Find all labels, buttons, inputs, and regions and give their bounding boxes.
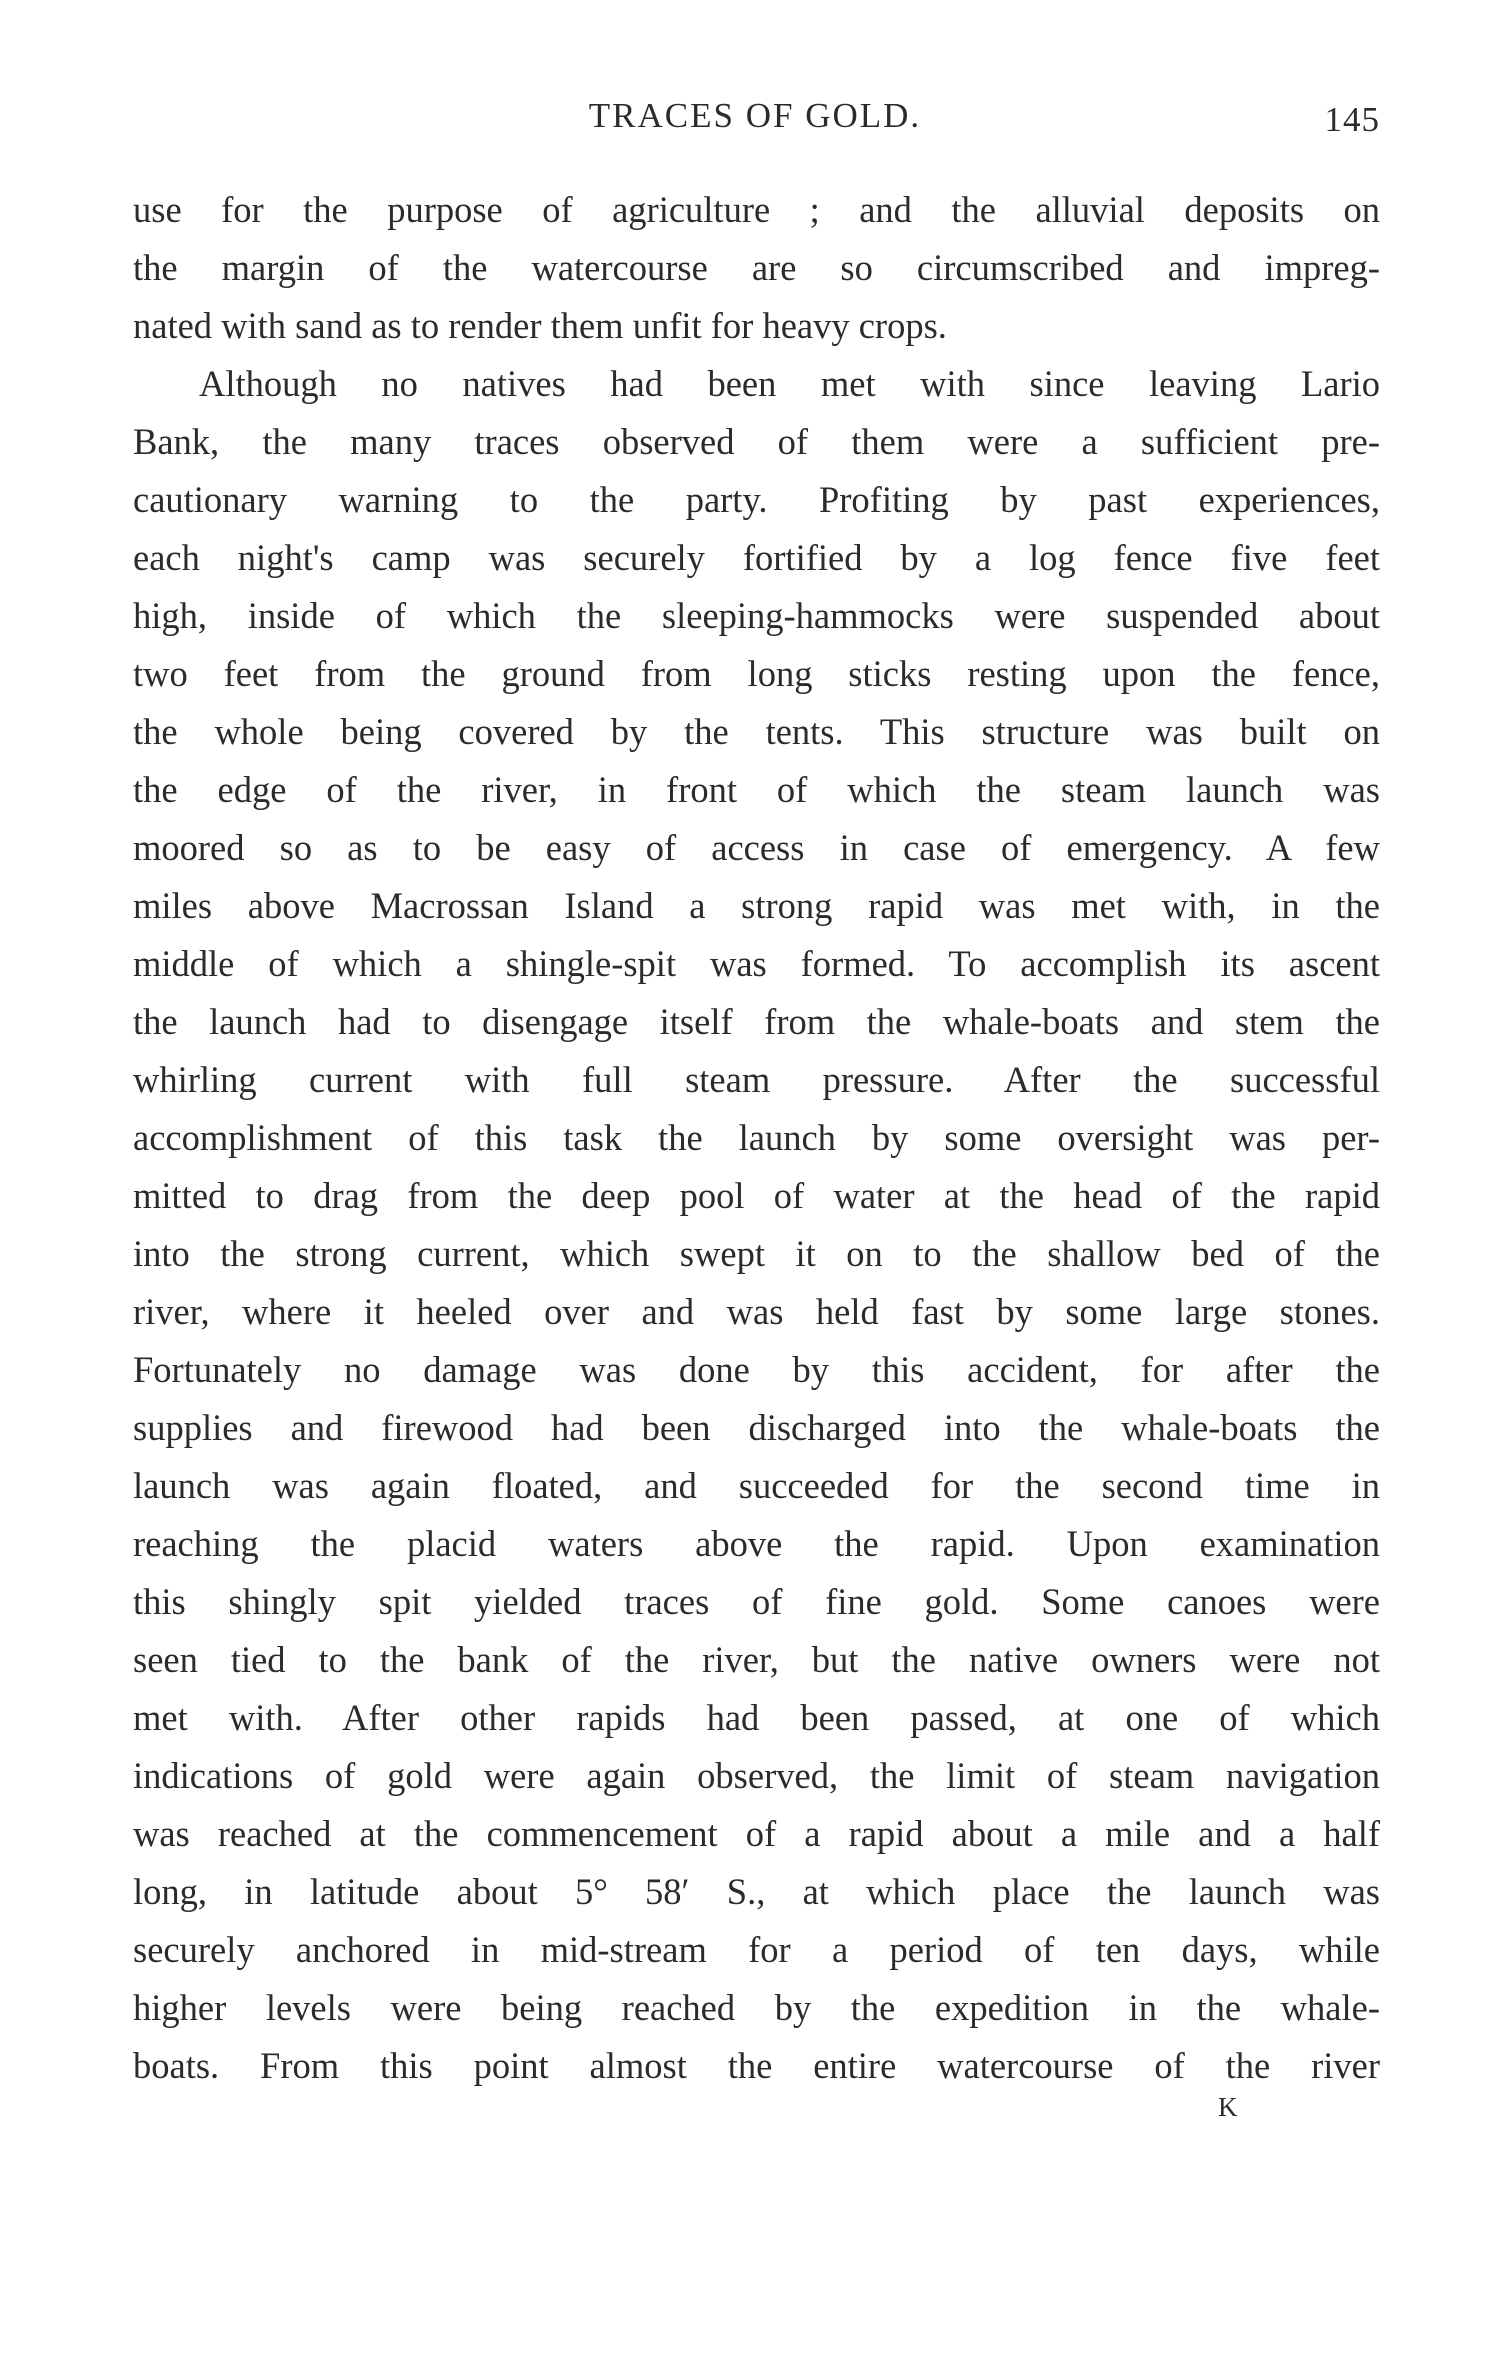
- text-line: indications of gold were again observed, the limit of steam navigation: [133, 1755, 1380, 1796]
- text-line: supplies and firewood had been discharged into the whale-boats the: [133, 1407, 1380, 1448]
- page-header: [130, 96, 1380, 146]
- text-line: nated with sand as to render them unfit for heavy crops.: [133, 305, 947, 346]
- text-line: high, inside of which the sleeping-hammocks were suspended about: [133, 595, 1380, 636]
- text-line: Bank, the many traces observed of them were a sufficient pre-: [133, 421, 1380, 462]
- text-line: boats. From this point almost the entire watercourse of the river: [133, 2045, 1380, 2086]
- text-line: into the strong current, which swept it on to the shallow bed of the: [133, 1233, 1380, 1274]
- text-line: was reached at the commencement of a rapid about a mile and a half: [133, 1813, 1380, 1854]
- text-line: whirling current with full steam pressure. After the successful: [133, 1059, 1380, 1100]
- text-line: seen tied to the bank of the river, but the native owners were not: [133, 1639, 1380, 1680]
- running-title: TRACES OF GOLD.: [588, 96, 922, 135]
- text-line: mitted to drag from the deep pool of water at the head of the rapid: [133, 1175, 1380, 1216]
- text-line: river, where it heeled over and was held fast by some large stones.: [133, 1291, 1380, 1332]
- text-line: reaching the placid waters above the rapid. Upon examination: [133, 1523, 1380, 1564]
- text-line: long, in latitude about 5° 58′ S., at which place the launch was: [133, 1871, 1380, 1912]
- page-number: 145: [1324, 100, 1380, 139]
- text-line: the launch had to disengage itself from the whale-boats and stem the: [133, 1001, 1380, 1042]
- text-line: the edge of the river, in front of which the steam launch was: [133, 769, 1380, 810]
- text-line: miles above Macrossan Island a strong rapid was met with, in the: [133, 885, 1380, 926]
- text-line: two feet from the ground from long sticks resting upon the fence,: [133, 653, 1380, 694]
- text-line: Although no natives had been met with since leaving Lario: [199, 363, 1380, 404]
- text-line: the whole being covered by the tents. This structure was built on: [133, 711, 1380, 752]
- text-line: this shingly spit yielded traces of fine gold. Some canoes were: [133, 1581, 1380, 1622]
- text-line: accomplishment of this task the launch by some oversight was per-: [133, 1117, 1380, 1158]
- text-line: cautionary warning to the party. Profiting by past experiences,: [133, 479, 1380, 520]
- text-line: middle of which a shingle-spit was formed. To accomplish its ascent: [133, 943, 1380, 984]
- text-line: moored so as to be easy of access in case of emergency. A few: [133, 827, 1380, 868]
- text-line: the margin of the watercourse are so circumscribed and impreg-: [133, 247, 1380, 288]
- text-line: use for the purpose of agriculture ; and the alluvial deposits on: [133, 189, 1380, 230]
- text-line: each night's camp was securely fortified by a log fence five feet: [133, 537, 1380, 578]
- text-line: securely anchored in mid-stream for a period of ten days, while: [133, 1929, 1380, 1970]
- text-line: higher levels were being reached by the expedition in the whale-: [133, 1987, 1380, 2028]
- text-line: Fortunately no damage was done by this accident, for after the: [133, 1349, 1380, 1390]
- signature-mark: K: [1218, 2092, 1239, 2122]
- text-line: met with. After other rapids had been passed, at one of which: [133, 1697, 1380, 1738]
- body-text: [133, 181, 1380, 2095]
- text-line: launch was again floated, and succeeded for the second time in: [133, 1465, 1380, 1506]
